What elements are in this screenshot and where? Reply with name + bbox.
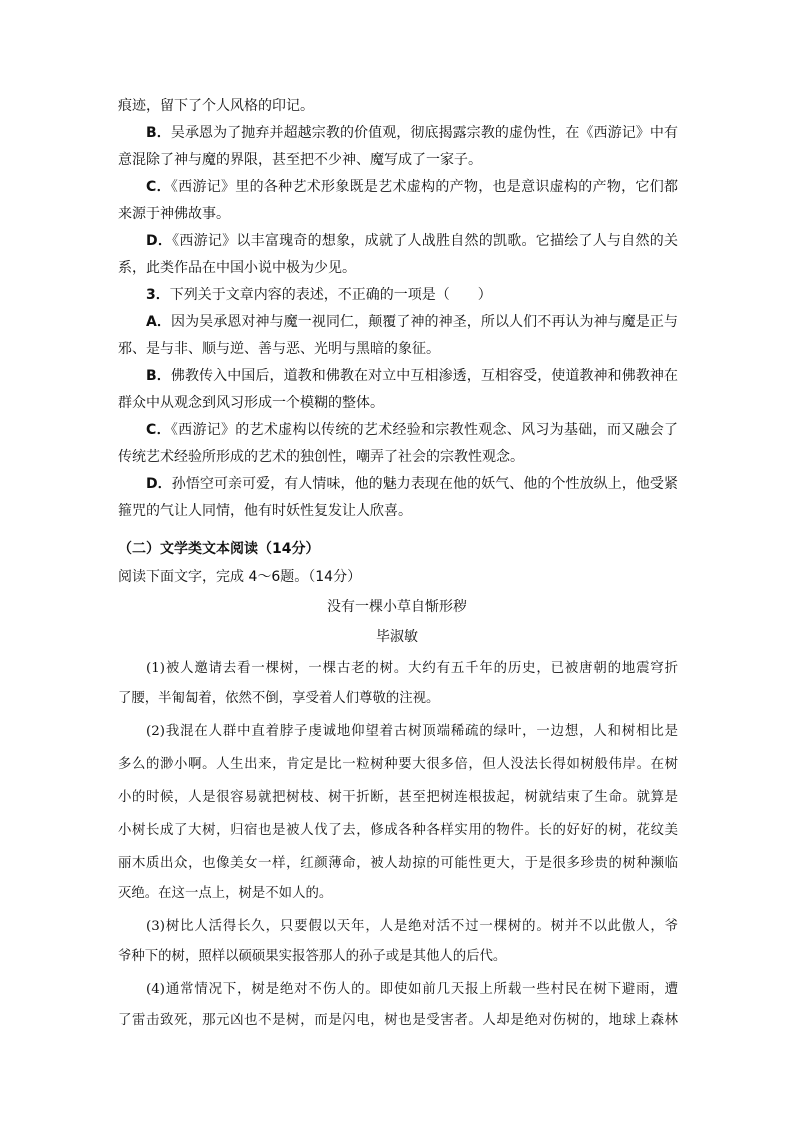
article-paragraph-3-line1: (3)树比人活得长久，只要假以天年，人是绝对活不过一棵树的。树并不以此傲人，爷 xyxy=(146,919,678,934)
q3-stem xyxy=(146,286,678,304)
q2-option-d-line1 xyxy=(146,232,678,250)
reading-instruction: 阅读下面文字，完成 4～6题。（14分） xyxy=(118,569,362,585)
article-paragraph-1-line1: (1)被人邀请去看一棵树，一棵古老的树。大约有五千年的历史，已被唐朝的地震穹折 xyxy=(146,661,678,676)
article-title: 没有一棵小草自惭形秽 xyxy=(327,599,467,615)
q3-option-d-line1 xyxy=(146,475,678,493)
q3-option-b-line1 xyxy=(146,367,678,385)
q2-option-d-line2: 系，此类作品在中国小说中极为少见。 xyxy=(118,260,356,276)
option-text: 《西游记》的艺术虚构以传统的艺术经验和宗教性观念、风习为基础，而又融会了 xyxy=(170,422,678,438)
q2-option-c-line1 xyxy=(146,178,678,196)
article-paragraph-2-line4: 小树长成了大树，归宿也是被人伐了去，修成各种各样实用的物件。长的好好的树，花纹美 xyxy=(118,823,678,838)
question-text: 下列关于文章内容的表述，不正确的一项是（ ） xyxy=(169,287,492,303)
article-paragraph-2-line6: 灭绝。在这一点上，树是不如人的。 xyxy=(118,886,333,901)
article-paragraph-4-line1: (4)通常情况下，树是绝对不伤人的。即使如前几天报上所载一些村民在树下避雨，遭 xyxy=(146,982,678,997)
option-label: A． xyxy=(146,314,172,330)
article-paragraph-2-line5: 丽木质出众，也像美女一样，红颜薄命，被人劫掠的可能性更大，于是很多珍贵的树种濒临 xyxy=(118,856,678,871)
article-paragraph-2-line1: (2)我混在人群中直着脖子虔诚地仰望着古树顶端稀疏的绿叶，一边想，人和树相比是 xyxy=(146,724,678,739)
q3-option-a-line2: 邪、是与非、顺与逆、善与恶、光明与黑暗的象征。 xyxy=(118,341,440,357)
q2-option-b-line2: 意混除了神与魔的界限，甚至把不少神、魔写成了一家子。 xyxy=(118,152,482,168)
option-text: 因为吴承恩对神与魔一视同仁，颠覆了神的神圣，所以人们不再认为神与魔是正与 xyxy=(171,314,678,330)
q3-option-c-line2: 传统艺术经验所形成的艺术的独创性，嘲弄了社会的宗教性观念。 xyxy=(118,449,524,465)
option-text: 《西游记》里的各种艺术形象既是艺术虚构的产物，也是意识虚构的产物，它们都 xyxy=(170,179,678,195)
article-paragraph-3-line2: 爷种下的树，照样以硕硕果实报答那人的孙子或是其他人的后代。 xyxy=(118,949,507,964)
q2-option-c-line2: 来源于神佛故事。 xyxy=(118,206,230,222)
option-label: B． xyxy=(146,125,171,141)
article-author: 毕淑敏 xyxy=(376,629,418,645)
option-label: C． xyxy=(146,179,171,195)
section-heading: （二）文学类文本阅读（14分） xyxy=(118,541,320,557)
option-label: C． xyxy=(146,422,171,438)
option-text: 佛教传入中国后，道教和佛教在对立中互相渗透，互相容受，使道教神和佛教神在 xyxy=(170,368,679,384)
article-paragraph-2-line2: 多么的渺小啊。人生出来，肯定是比一粒树种要大很多倍，但人没法长得如树般伟岸。在树 xyxy=(118,757,678,772)
q2-option-b-line1 xyxy=(146,124,678,142)
option-label: D． xyxy=(146,476,172,492)
option-text: 孙悟空可亲可爱，有人情味，他的魅力表现在他的妖气、他的个性放纵上，他受紧 xyxy=(171,476,678,492)
q3-option-a-line1 xyxy=(146,313,678,331)
option-text: 《西游记》以丰富瑰奇的想象，成就了人战胜自然的凯歌。它描绘了人与自然的关 xyxy=(172,233,679,249)
question-number: 3． xyxy=(146,287,170,303)
option-label: D． xyxy=(146,233,173,249)
article-paragraph-2-line3: 小的时候，人是很容易就把树枝、树干折断，甚至把树连根拔起，树就结束了生命。就算是 xyxy=(118,790,678,805)
q3-option-c-line1 xyxy=(146,421,678,439)
q3-option-b-line2: 群众中从观念到风习形成一个模糊的整体。 xyxy=(118,395,384,411)
option-label: B． xyxy=(146,368,171,384)
article-paragraph-1-line2: 了腰，半匍匐着，依然不倒，享受着人们尊敬的注视。 xyxy=(118,691,440,706)
option-text: 吴承恩为了抛弃并超越宗教的价值观，彻底揭露宗教的虚伪性，在《西游记》中有 xyxy=(170,125,679,141)
article-paragraph-4-line2: 了雷击致死，那元凶也不是树，而是闪电，树也是受害者。人却是绝对伤树的，地球上森林 xyxy=(118,1013,678,1028)
q3-option-d-line2: 箍咒的气让人同情，他有时妖性复发让人欣喜。 xyxy=(118,503,412,519)
q2-option-a-continuation: 痕迹，留下了个人风格的印记。 xyxy=(118,98,314,114)
